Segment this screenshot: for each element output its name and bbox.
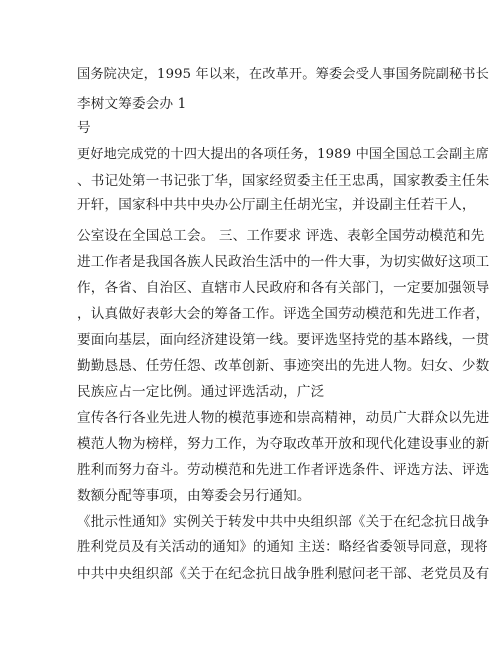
text-line: 数额分配等事项，由筹委会另行通知。 [77, 488, 311, 504]
text-line: 、书记处第一书记张丁华，国家经贸委主任王忠禹，国家教委主任朱 [77, 173, 490, 189]
text-line: 进工作者是我国各族人民政治生活中的一件大事，为切实做好这项工 [77, 254, 490, 270]
text-line: ，认真做好表彰大会的筹备工作。评选全国劳动模范和先进工作者， [77, 306, 490, 322]
text-line: 更好地完成党的十四大提出的各项任务，1989 中国全国总工会副主席 [77, 147, 489, 162]
text-line: 开轩，国家科中共中央办公厅副主任胡光宝，并设副主任若干人， [77, 197, 476, 213]
text-line: 模范人物为榜样，努力工作，为夺取改革开放和现代化建设事业的新 [77, 436, 490, 452]
text-line: 李树文筹委会办 1 [77, 96, 187, 112]
text-line: 公室设在全国总工会。 三、工作要求 评选、表彰全国劳动模范和先 [77, 228, 485, 244]
text-line: 中共中央组织部《关于在纪念抗日战争胜利慰问老干部、老党员及有 [77, 566, 490, 582]
text-line: 民族应占一定比例。通过评选活动，广泛 [77, 384, 325, 400]
text-line: 作，各省、自治区、直辖市人民政府和各有关部门，一定要加强领导 [77, 280, 490, 296]
text-line: 胜利而努力奋斗。劳动模范和先进工作者评选条件、评选方法、评选 [77, 462, 490, 478]
text-line: 号 [77, 120, 91, 136]
text-line: 要面向基层，面向经济建设第一线。要评选坚持党的基本路线，一贯 [77, 332, 490, 348]
text-line: 胜利党员及有关活动的通知》的通知 主送：略经省委领导同意，现将 [77, 540, 488, 555]
text-line: 国务院决定，1995 年以来，在改革开。筹委会受人事国务院副秘书长 [77, 67, 489, 82]
text-line: 宣传各行各业先进人物的模范事迹和崇高精神，动员广大群众以先进 [77, 410, 490, 426]
text-line: 《批示性通知》实例关于转发中共中央组织部《关于在纪念抗日战争 [77, 514, 490, 530]
text-line: 勤勤恳恳、任劳任怨、改革创新、事迹突出的先进人物。妇女、少数 [77, 358, 490, 374]
